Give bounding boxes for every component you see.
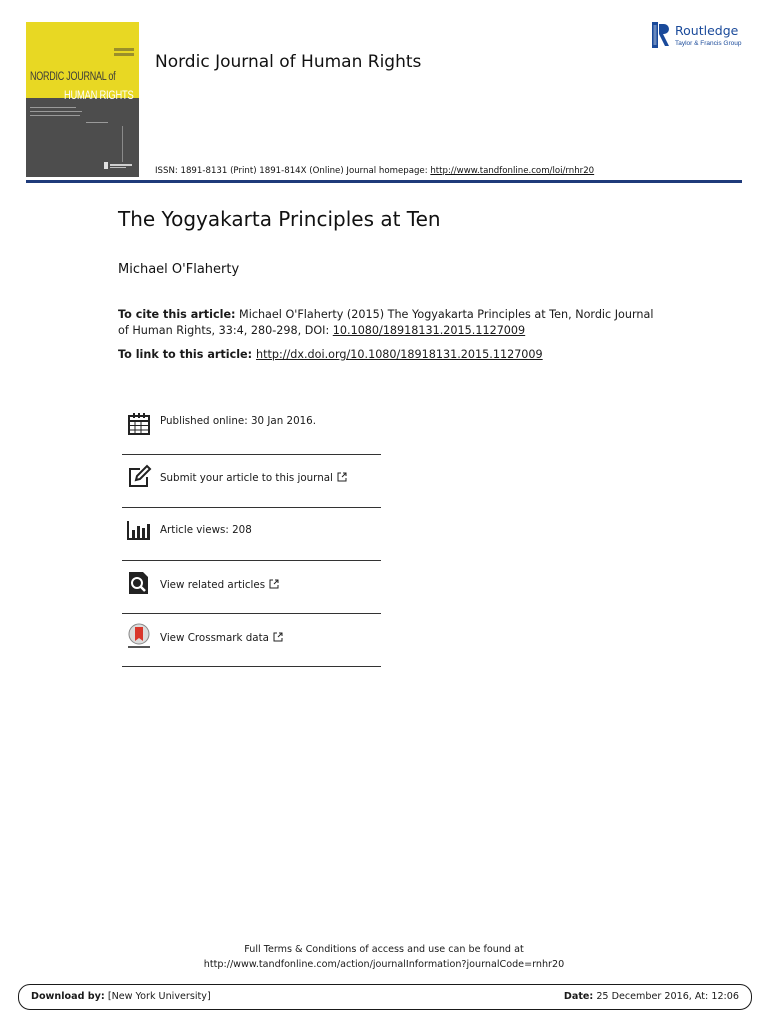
publisher-name: Routledge xyxy=(675,23,739,38)
search-document-icon xyxy=(126,570,152,596)
terms-notice xyxy=(0,942,768,972)
cover-text-line xyxy=(30,115,80,116)
article-meta-list xyxy=(122,402,381,667)
citation-block xyxy=(118,307,658,339)
routledge-mark-icon xyxy=(652,22,670,48)
related-articles-label: View related articles xyxy=(160,579,266,591)
related-articles-row[interactable] xyxy=(122,561,381,614)
cover-divider xyxy=(122,126,123,162)
date-label: Date: xyxy=(563,991,594,1002)
external-link-icon xyxy=(269,579,279,589)
issn-line xyxy=(155,166,594,176)
journal-title[interactable]: Nordic Journal of Human Rights xyxy=(155,52,422,72)
external-link-icon xyxy=(337,472,347,482)
related-articles-link[interactable] xyxy=(160,579,279,591)
header-divider xyxy=(26,180,742,183)
article-url-link[interactable]: http://dx.doi.org/10.1080/18918131.2015.1127009 xyxy=(256,348,543,361)
submit-article-link[interactable] xyxy=(160,472,347,484)
article-link-line xyxy=(118,348,543,361)
journal-homepage-link[interactable]: http://www.tandfonline.com/loi/rnhr20 xyxy=(430,166,595,176)
external-link-icon xyxy=(273,632,283,642)
issn-text: ISSN: 1891-8131 (Print) 1891-814X (Online) Journal homepage: xyxy=(155,166,431,176)
submit-article-row[interactable] xyxy=(122,455,381,508)
article-author: Michael O'Flaherty xyxy=(118,262,240,277)
crossmark-link[interactable] xyxy=(160,632,283,644)
crossmark-row[interactable] xyxy=(122,614,381,667)
download-date xyxy=(564,991,739,1002)
article-title: The Yogyakarta Principles at Ten xyxy=(118,207,441,231)
publisher-subtitle: Taylor & Francis Group xyxy=(675,40,742,47)
article-views-row xyxy=(122,508,381,561)
journal-cover xyxy=(26,22,139,177)
crossmark-icon xyxy=(126,623,152,649)
cover-yellow-band xyxy=(26,22,139,98)
cover-title-line1: NORDIC JOURNAL of xyxy=(30,71,116,83)
cover-ornament xyxy=(114,48,134,51)
cover-text-line xyxy=(30,107,76,108)
cite-text: Michael O'Flaherty (2015) The Yogyakarta Principles at Ten, Nordic Journal of Human Rights, 33:4, 280-298, DOI: xyxy=(118,308,654,337)
terms-url-link[interactable]: http://www.tandfonline.com/action/journalInformation?journalCode=rnhr20 xyxy=(203,959,565,970)
terms-line-1: Full Terms & Conditions of access and use can be found at xyxy=(244,944,524,955)
calendar-icon xyxy=(126,411,152,437)
bar-chart-icon xyxy=(126,517,152,543)
cover-text-line xyxy=(86,122,108,123)
doi-link[interactable]: 10.1080/18918131.2015.1127009 xyxy=(332,324,526,337)
edit-icon xyxy=(126,464,152,490)
published-online-row xyxy=(122,402,381,455)
cite-label: To cite this article: xyxy=(118,308,236,321)
cover-ornament xyxy=(114,53,134,56)
download-value: [New York University] xyxy=(104,991,211,1002)
crossmark-label: View Crossmark data xyxy=(160,632,269,644)
link-label: To link to this article: xyxy=(118,348,256,361)
download-footer xyxy=(18,984,752,1010)
download-label: Download by: xyxy=(31,991,105,1002)
cover-text-line xyxy=(30,111,82,112)
article-views-text: Article views: 208 xyxy=(160,524,252,536)
publisher-logo[interactable] xyxy=(652,22,747,52)
cover-publisher-logo xyxy=(104,162,136,170)
download-by xyxy=(31,991,211,1002)
submit-article-label: Submit your article to this journal xyxy=(160,472,333,484)
cover-title-line2: HUMAN RIGHTS xyxy=(64,88,134,102)
date-value: 25 December 2016, At: 12:06 xyxy=(593,991,739,1002)
published-online-text: Published online: 30 Jan 2016. xyxy=(160,415,316,427)
